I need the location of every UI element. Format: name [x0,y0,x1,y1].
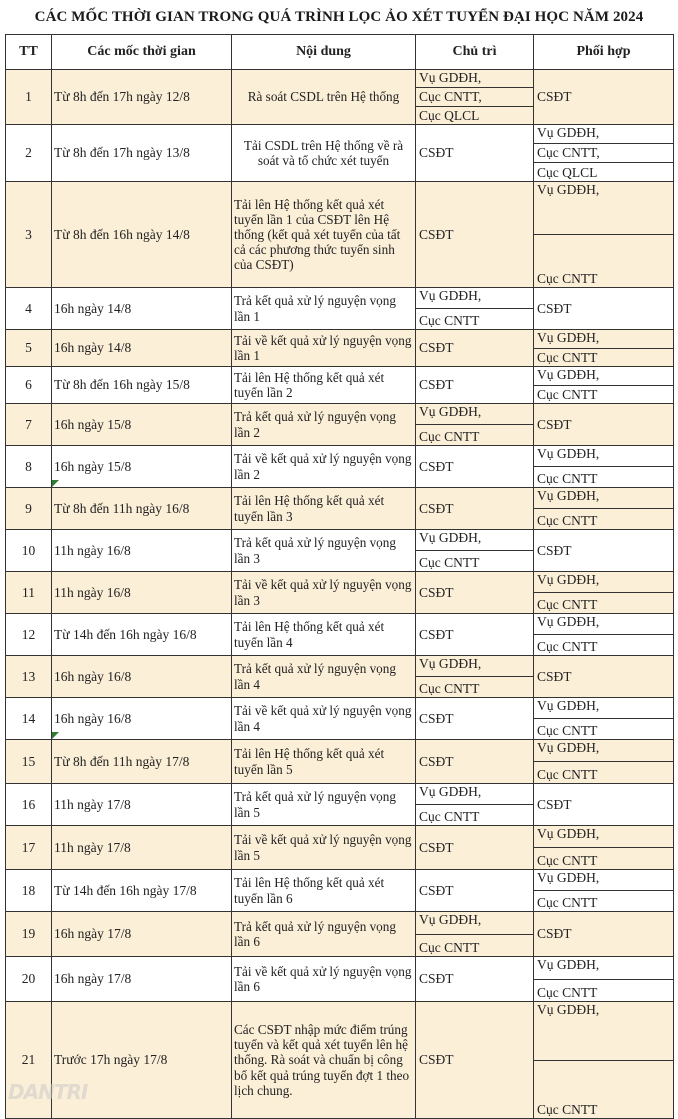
row-chu-tri [416,656,534,698]
row-content: Tải lên Hệ thống kết quả xét tuyển lần 5 [232,740,416,784]
row-phoi-hop-value: Cục QLCL [534,162,673,181]
row-number: 19 [6,912,52,957]
row-phoi-hop-value: Vụ GDĐH, [537,957,600,972]
row-time: 16h ngày 16/8 [52,656,232,698]
row-phoi-hop-value: Cục CNTT [534,761,673,783]
row-chu-tri-value: CSĐT [419,145,454,160]
header-content: Nội dung [232,35,416,70]
row-chu-tri [416,182,534,288]
row-phoi-hop-value: Vụ GDĐH, [537,1002,600,1017]
table-row [6,912,674,957]
row-chu-tri [416,446,534,488]
row-content: Tải lên Hệ thống kết quả xét tuyển lần 1 của CSĐT lên Hệ thống (kết quả xét tuyển của tất cả các phương thức tuyển sinh của CSĐT) [232,182,416,288]
row-chu-tri [416,826,534,870]
row-time: Từ 8h đến 16h ngày 14/8 [52,182,232,288]
row-chu-tri-value: Cục CNTT [416,676,533,697]
row-phoi-hop-value: CSĐT [537,89,572,104]
row-number: 3 [6,182,52,288]
row-number: 5 [6,330,52,367]
row-content: Trả kết quả xử lý nguyện vọng lần 2 [232,404,416,446]
row-number: 10 [6,530,52,572]
row-phoi-hop-value: CSĐT [537,796,572,812]
table-row [6,740,674,784]
row-chu-tri [416,740,534,784]
row-content: Trả kết quả xử lý nguyện vọng lần 1 [232,288,416,330]
row-time: 16h ngày 16/8 [52,698,232,740]
row-content: Trả kết quả xử lý nguyện vọng lần 5 [232,784,416,826]
row-time: Từ 8h đến 16h ngày 15/8 [52,367,232,404]
row-chu-tri-value: Vụ GDĐH, [419,912,482,927]
schedule-table [5,34,674,1119]
row-time: Trước 17h ngày 17/8 [52,1002,232,1119]
row-phoi-hop [534,182,674,288]
row-chu-tri [416,70,534,125]
row-chu-tri-value: CSĐT [419,971,454,986]
row-phoi-hop-value: Cục CNTT [534,718,673,739]
row-chu-tri-value: Cục CNTT [416,424,533,445]
row-number: 8 [6,446,52,488]
row-time: 11h ngày 16/8 [52,572,232,614]
row-number: 16 [6,784,52,826]
header-tt: TT [6,35,52,70]
header-phoi-hop: Phối hợp [534,35,674,70]
row-phoi-hop [534,740,674,784]
table-row [6,182,674,288]
row-time: 16h ngày 17/8 [52,957,232,1002]
table-row [6,367,674,404]
row-chu-tri-value: Vụ GDĐH, [419,784,482,799]
table-row [6,70,674,125]
row-content: Trả kết quả xử lý nguyện vọng lần 4 [232,656,416,698]
row-chu-tri-value: Vụ GDĐH, [419,70,482,85]
table-row [6,1002,674,1119]
row-chu-tri-value: CSĐT [419,500,454,516]
row-chu-tri-value: Cục CNTT [416,934,533,957]
row-phoi-hop [534,826,674,870]
row-number: 11 [6,572,52,614]
row-phoi-hop [534,656,674,698]
row-chu-tri-value: CSĐT [419,584,454,600]
row-chu-tri-value: CSĐT [419,458,454,474]
row-phoi-hop [534,488,674,530]
row-number: 2 [6,125,52,182]
row-content: Các CSĐT nhập mức điểm trúng tuyển và kết quả xét tuyển lên hệ thống. Rà soát và chuẩn bị công bố kết quả trúng tuyển đợt 1 theo lịch chung. [232,1002,416,1119]
row-phoi-hop-value: CSĐT [537,416,572,432]
table-row [6,698,674,740]
row-content: Trả kết quả xử lý nguyện vọng lần 3 [232,530,416,572]
row-chu-tri-value: CSĐT [419,340,454,355]
row-phoi-hop [534,698,674,740]
row-phoi-hop [534,1002,674,1119]
row-content: Tải về kết quả xử lý nguyện vọng lần 1 [232,330,416,367]
table-row [6,488,674,530]
row-time: 16h ngày 15/8 [52,404,232,446]
row-chu-tri-value: CSĐT [419,377,454,392]
row-phoi-hop [534,912,674,957]
cell-marker-icon [52,732,59,739]
row-content: Tải về kết quả xử lý nguyện vọng lần 4 [232,698,416,740]
header-row [6,35,674,70]
row-chu-tri-value: Cục CNTT, [416,87,533,105]
row-phoi-hop [534,446,674,488]
row-chu-tri-value: CSĐT [419,753,454,769]
table-row [6,656,674,698]
table-row [6,572,674,614]
table-row [6,125,674,182]
row-chu-tri-value: CSĐT [419,1052,454,1067]
row-time: 16h ngày 17/8 [52,912,232,957]
row-number: 4 [6,288,52,330]
page-title: CÁC MỐC THỜI GIAN TRONG QUÁ TRÌNH LỌC ẢO XÉT TUYỂN ĐẠI HỌC NĂM 2024 [34,9,644,25]
row-phoi-hop-value: Cục CNTT, [534,143,673,162]
row-phoi-hop-value: CSĐT [537,300,572,316]
row-chu-tri [416,125,534,182]
row-time: Từ 8h đến 17h ngày 13/8 [52,125,232,182]
row-content: Tải lên Hệ thống kết quả xét tuyển lần 2 [232,367,416,404]
row-content: Trả kết quả xử lý nguyện vọng lần 6 [232,912,416,957]
table-row [6,288,674,330]
row-phoi-hop [534,784,674,826]
row-phoi-hop [534,870,674,912]
row-chu-tri-value: Cục CNTT [416,804,533,825]
row-chu-tri [416,1002,534,1119]
header-chu-tri: Chủ trì [416,35,534,70]
row-chu-tri-value: CSĐT [419,710,454,726]
row-phoi-hop-value: Vụ GDĐH, [537,182,600,197]
row-chu-tri [416,784,534,826]
row-number: 1 [6,70,52,125]
row-chu-tri [416,614,534,656]
row-phoi-hop [534,288,674,330]
row-time: 11h ngày 17/8 [52,784,232,826]
row-chu-tri [416,957,534,1002]
row-number: 7 [6,404,52,446]
row-phoi-hop-value: Cục CNTT [534,1060,673,1119]
row-number: 18 [6,870,52,912]
row-chu-tri [416,870,534,912]
row-phoi-hop-value: Cục CNTT [534,234,673,287]
row-chu-tri-value: Cục QLCL [416,106,533,124]
row-phoi-hop [534,404,674,446]
row-phoi-hop-value: Cục CNTT [534,979,673,1002]
row-content: Tải lên Hệ thống kết quả xét tuyển lần 6 [232,870,416,912]
row-content: Rà soát CSDL trên Hệ thống [232,70,416,125]
row-chu-tri [416,698,534,740]
row-chu-tri [416,367,534,404]
watermark-logo: DANTRI [8,1080,88,1104]
row-chu-tri [416,572,534,614]
row-phoi-hop-value: Vụ GDĐH, [537,446,600,461]
table-row [6,826,674,870]
row-phoi-hop-value: Vụ GDĐH, [537,125,600,140]
table-row [6,404,674,446]
table-row [6,957,674,1002]
row-time: Từ 14h đến 16h ngày 17/8 [52,870,232,912]
row-phoi-hop-value: Vụ GDĐH, [537,572,600,587]
row-time: 16h ngày 14/8 [52,288,232,330]
row-phoi-hop [534,957,674,1002]
row-chu-tri [416,404,534,446]
row-phoi-hop [534,614,674,656]
row-chu-tri [416,330,534,367]
row-phoi-hop-value: Vụ GDĐH, [537,330,600,345]
table-row [6,446,674,488]
row-content: Tải lên Hệ thống kết quả xét tuyển lần 4 [232,614,416,656]
row-phoi-hop-value: Vụ GDĐH, [537,826,600,841]
header-time: Các mốc thời gian [52,35,232,70]
row-number: 15 [6,740,52,784]
row-chu-tri-value: Cục CNTT [416,308,533,329]
row-content: Tải về kết quả xử lý nguyện vọng lần 5 [232,826,416,870]
row-chu-tri-value: CSĐT [419,626,454,642]
row-chu-tri-value: CSĐT [419,882,454,898]
row-chu-tri-value: CSĐT [419,839,454,855]
row-content: Tải về kết quả xử lý nguyện vọng lần 6 [232,957,416,1002]
row-chu-tri [416,912,534,957]
cell-marker-icon [52,480,59,487]
table-row [6,784,674,826]
row-chu-tri [416,488,534,530]
row-chu-tri-value: Vụ GDĐH, [419,656,482,671]
row-phoi-hop-value: Cục CNTT [534,348,673,367]
row-time: Từ 14h đến 16h ngày 16/8 [52,614,232,656]
row-phoi-hop [534,367,674,404]
table-row [6,614,674,656]
row-time: Từ 8h đến 11h ngày 16/8 [52,488,232,530]
row-phoi-hop-value: Vụ GDĐH, [537,614,600,629]
row-phoi-hop-value: Vụ GDĐH, [537,698,600,713]
row-chu-tri-value: Vụ GDĐH, [419,404,482,419]
row-phoi-hop-value: Vụ GDĐH, [537,870,600,885]
row-time: 16h ngày 14/8 [52,330,232,367]
row-number: 6 [6,367,52,404]
row-phoi-hop-value: CSĐT [537,926,572,941]
row-chu-tri [416,288,534,330]
row-time: 11h ngày 16/8 [52,530,232,572]
row-number: 21 [6,1002,52,1119]
row-content: Tải CSDL trên Hệ thống về rà soát và tổ chức xét tuyển [232,125,416,182]
row-phoi-hop [534,70,674,125]
row-phoi-hop-value: Vụ GDĐH, [537,740,600,755]
row-number: 12 [6,614,52,656]
row-phoi-hop-value: Cục CNTT [534,592,673,613]
row-phoi-hop-value: CSĐT [537,542,572,558]
row-number: 13 [6,656,52,698]
row-time: Từ 8h đến 11h ngày 17/8 [52,740,232,784]
row-phoi-hop-value: Cục CNTT [534,466,673,487]
row-content: Tải về kết quả xử lý nguyện vọng lần 2 [232,446,416,488]
row-time: 16h ngày 15/8 [52,446,232,488]
row-phoi-hop-value: Cục CNTT [534,508,673,529]
row-phoi-hop-value: CSĐT [537,668,572,684]
row-phoi-hop [534,572,674,614]
row-chu-tri-value: CSĐT [419,226,454,242]
row-phoi-hop [534,330,674,367]
row-content: Tải lên Hệ thống kết quả xét tuyển lần 3 [232,488,416,530]
row-phoi-hop-value: Cục CNTT [534,847,673,869]
row-chu-tri-value: Vụ GDĐH, [419,288,482,303]
row-phoi-hop-value: Cục CNTT [534,890,673,911]
row-number: 17 [6,826,52,870]
row-phoi-hop-value: Vụ GDĐH, [537,367,600,382]
row-time: 11h ngày 17/8 [52,826,232,870]
row-phoi-hop-value: Cục CNTT [534,385,673,404]
table-row [6,330,674,367]
row-phoi-hop [534,125,674,182]
row-chu-tri-value: Cục CNTT [416,550,533,571]
row-chu-tri [416,530,534,572]
row-number: 14 [6,698,52,740]
row-time: Từ 8h đến 17h ngày 12/8 [52,70,232,125]
row-content: Tải về kết quả xử lý nguyện vọng lần 3 [232,572,416,614]
table-row [6,530,674,572]
table-row [6,870,674,912]
row-number: 9 [6,488,52,530]
row-number: 20 [6,957,52,1002]
row-phoi-hop-value: Vụ GDĐH, [537,488,600,503]
row-chu-tri-value: Vụ GDĐH, [419,530,482,545]
row-phoi-hop [534,530,674,572]
row-phoi-hop-value: Cục CNTT [534,634,673,655]
